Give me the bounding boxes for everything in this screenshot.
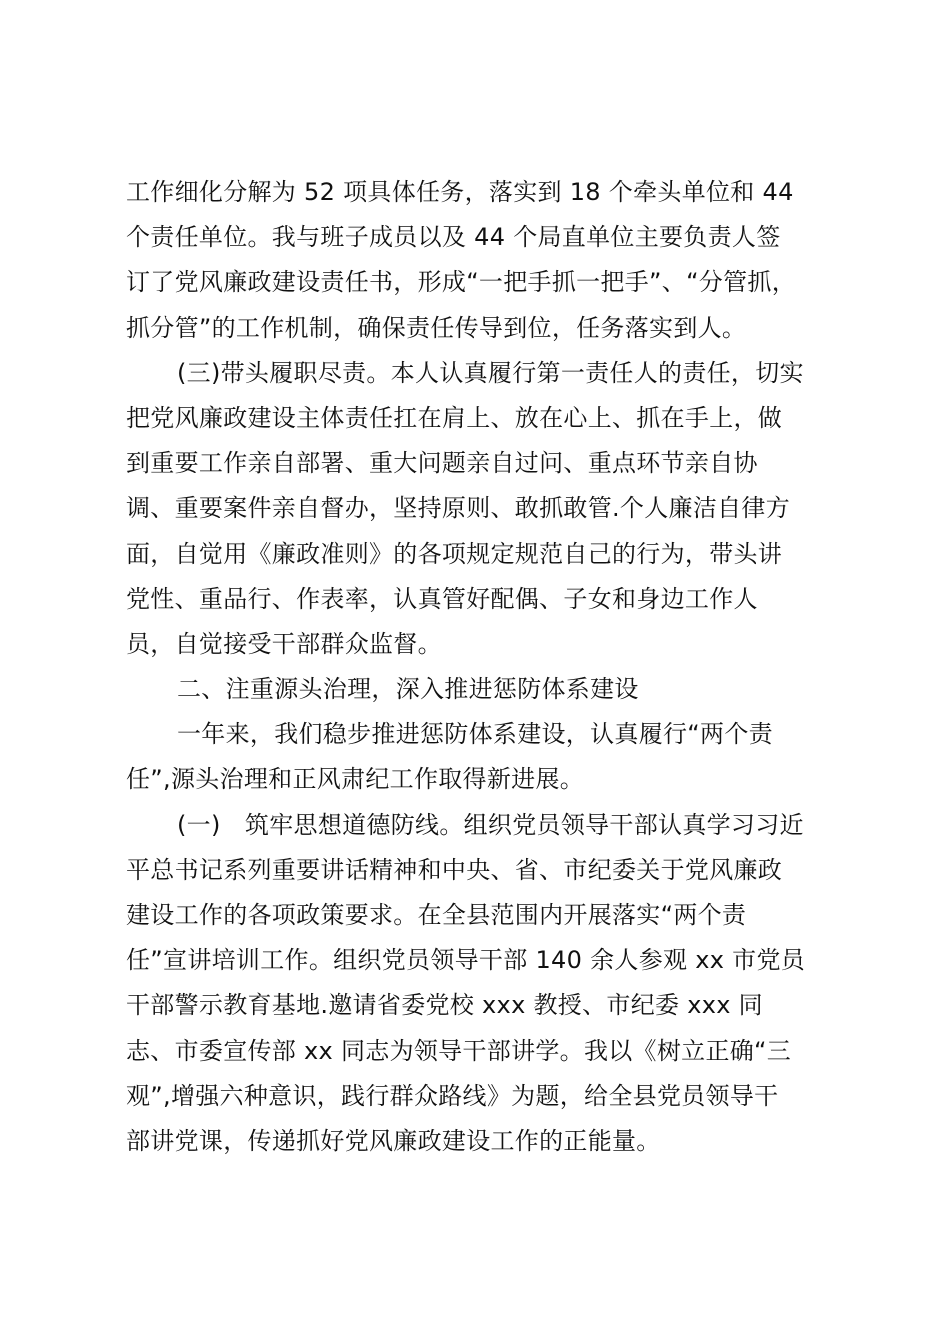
text-line: 把党风廉政建设主体责任扛在肩上、放在心上、抓在手上，做: [126, 403, 783, 432]
document-body: [126, 170, 831, 1164]
text-line: 一年来，我们稳步推进惩防体系建设，认真履行“两个责: [177, 720, 773, 749]
text-line: 工作细化分解为 52 项具体任务，落实到 18 个牵头单位和 44: [126, 178, 794, 206]
text-line: 观”,增强六种意识，践行群众路线》为题，给全县党员领导干: [126, 1081, 779, 1110]
text-line: 个责任单位。我与班子成员以及 44 个局直单位主要负责人签: [126, 223, 781, 252]
text-line: 调、重要案件亲自督办，坚持原则、敢抓敢管.个人廉洁自律方: [126, 494, 791, 523]
text-line: 到重要工作亲自部署、重大问题亲自过问、重点环节亲自协: [126, 449, 758, 478]
text-line: (一) 筑牢思想道德防线。组织党员领导干部认真学习习近: [177, 810, 804, 839]
text-line: 面，自觉用《廉政准则》的各项规定规范自己的行为，带头讲: [126, 539, 783, 568]
text-line: 员，自觉接受干部群众监督。: [126, 629, 442, 658]
text-line: 任”宣讲培训工作。组织党员领导干部 140 余人参观 xx 市党员: [126, 946, 806, 975]
text-line: 订了党风廉政建设责任书，形成“一把手抓一把手”、“分管抓，: [126, 268, 796, 297]
text-line: 部讲党课，传递抓好党风廉政建设工作的正能量。: [126, 1126, 661, 1155]
text-line: 志、市委宣传部 xx 同志为领导干部讲学。我以《树立正确“三: [126, 1036, 792, 1065]
text-line: 二、注重源头治理，深入推进惩防体系建设: [177, 675, 639, 704]
text-line: 干部警示教育基地.邀请省委党校 xxx 教授、市纪委 xxx 同: [126, 991, 763, 1020]
text-line: 抓分管”的工作机制，确保责任传导到位，任务落实到人。: [126, 313, 747, 342]
text-line: 建设工作的各项政策要求。在全县范围内开展落实“两个责: [126, 901, 747, 929]
text-line: 任”,源头治理和正风肃纪工作取得新进展。: [126, 765, 585, 794]
text-line: 党性、重品行、作表率，认真管好配偶、子女和身边工作人: [126, 584, 758, 613]
text-line: 平总书记系列重要讲话精神和中央、省、市纪委关于党风廉政: [126, 855, 783, 884]
text-line: (三)带头履职尽责。本人认真履行第一责任人的责任，切实: [177, 358, 804, 387]
